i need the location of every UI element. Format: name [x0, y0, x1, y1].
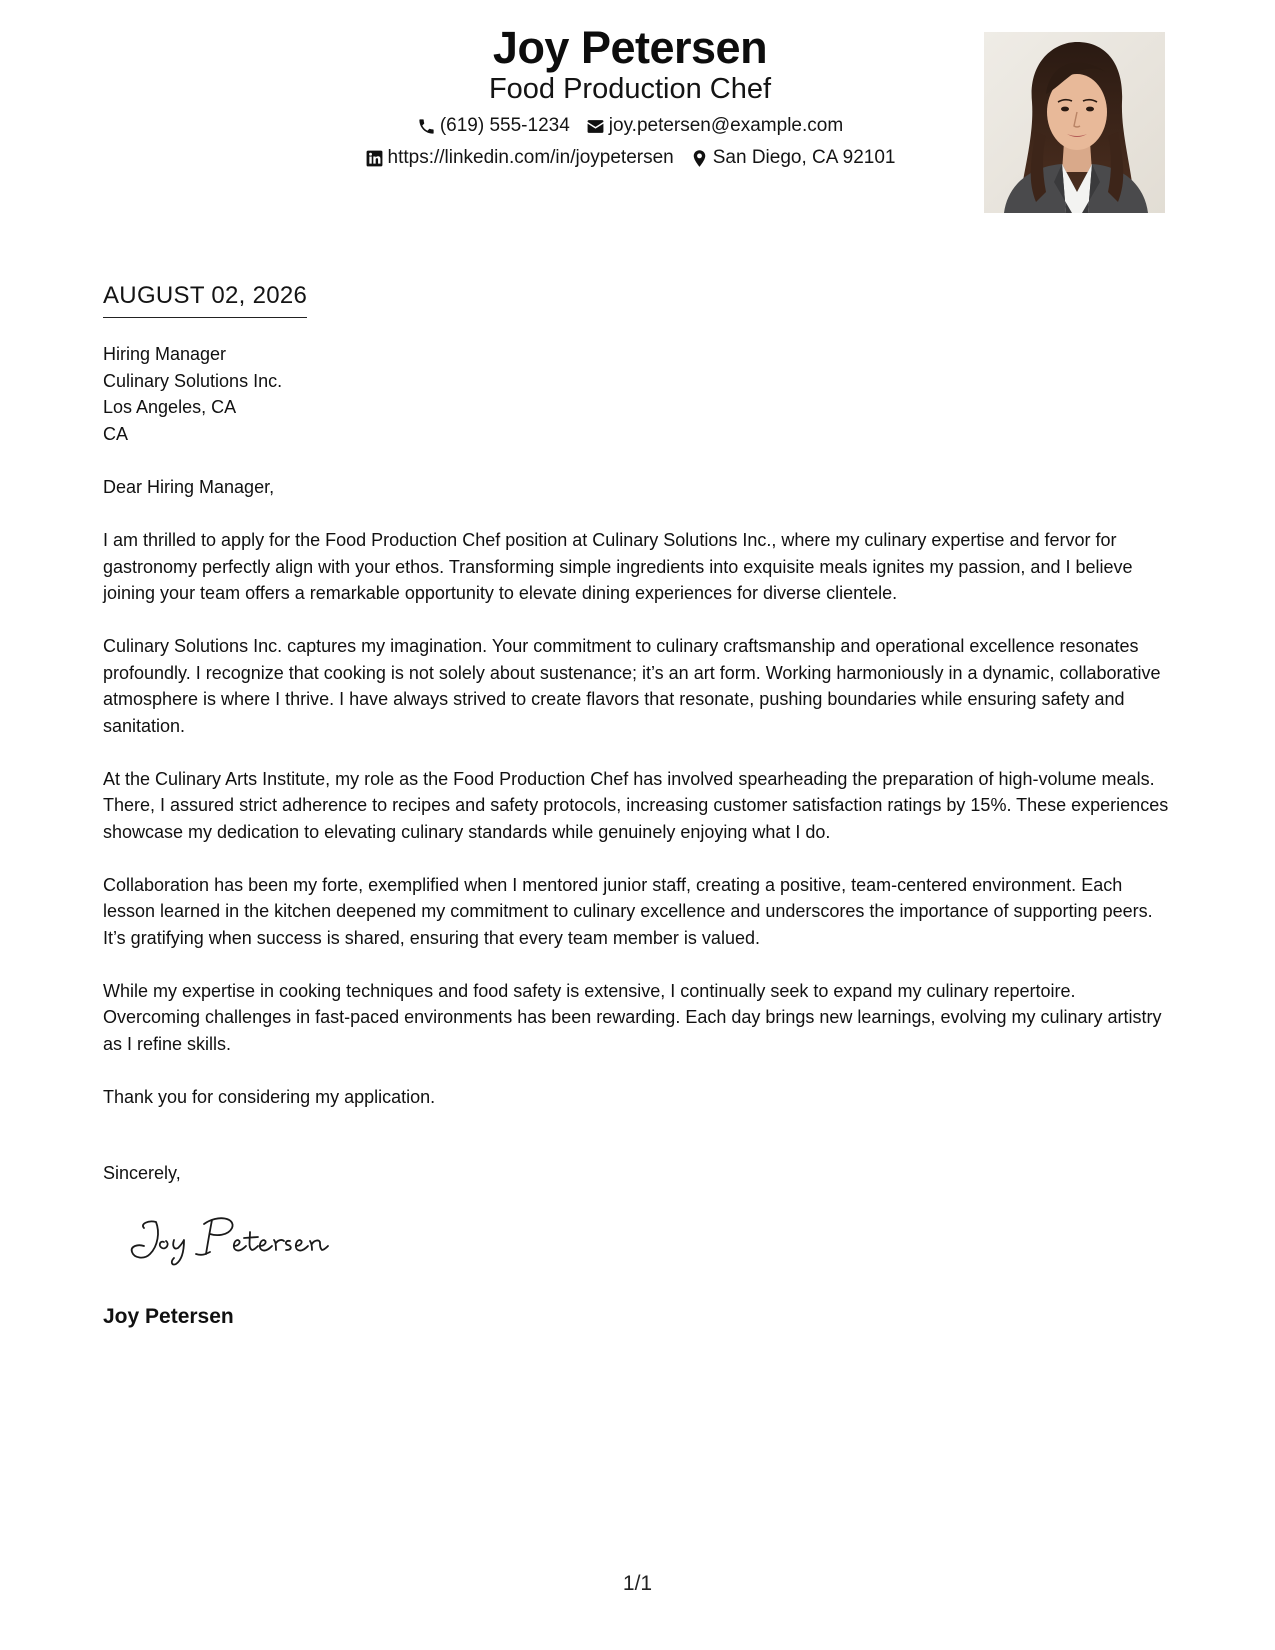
- linkedin-icon: [365, 149, 384, 168]
- contact-row-2: [220, 147, 1040, 169]
- envelope-icon: [586, 117, 605, 136]
- candidate-title: Food Production Chef: [488, 73, 772, 105]
- letter-body: [103, 527, 1175, 1137]
- signer-name: Joy Petersen: [103, 1305, 234, 1328]
- contact-phone: [417, 115, 570, 137]
- phone-text: (619) 555-1234: [439, 115, 570, 136]
- profile-photo: [984, 32, 1165, 213]
- recipient-line: Los Angeles, CA: [103, 397, 237, 417]
- signature: [126, 1210, 346, 1270]
- contact-row-1: [220, 115, 1040, 137]
- body-paragraph: While my expertise in cooking techniques and food safety is extensive, I continually seek to expand my culinary repertoire. Overcoming challenges in fast-paced environments has been rewarding. Each day brings new learnings, evolving my culinary artistry as I refine skills.: [103, 980, 1162, 1054]
- contact-email: [586, 115, 843, 137]
- body-paragraph: Collaboration has been my forte, exemplified when I mentored junior staff, creating a positive, team-centered environment. Each lesson learned in the kitchen deepened my commitment to culinary excellence and underscores the importance of supporting peers. It’s gratifying when success is shared, ensuring that every team member is valued.: [103, 874, 1153, 948]
- body-paragraph: Culinary Solutions Inc. captures my imagination. Your commitment to culinary craftsmanship and operational excellence resonates profoundly. I recognize that cooking is not solely about sustenance; it’s an art form. Working harmoniously in a dynamic, collaborative atmosphere is where I thrive. I have always strived to create flavors that resonate, pushing boundaries while ensuring safety and sanitation.: [103, 636, 1161, 736]
- salutation: Dear Hiring Manager,: [103, 477, 275, 497]
- letter-date: AUGUST 02, 2026: [103, 282, 307, 318]
- contact-linkedin: [365, 147, 674, 169]
- phone-icon: [417, 117, 436, 136]
- recipient-line: Culinary Solutions Inc.: [103, 370, 283, 391]
- page-number: 1/1: [622, 1572, 653, 1595]
- recipient-block: [103, 341, 282, 447]
- header: [220, 22, 1040, 169]
- recipient-line: Hiring Manager: [103, 344, 227, 364]
- linkedin-link[interactable]: https://linkedin.com/in/joypetersen: [387, 147, 674, 168]
- contact-location: [690, 147, 896, 169]
- email-link[interactable]: joy.petersen@example.com: [608, 115, 844, 136]
- candidate-name: Joy Petersen: [492, 22, 768, 73]
- location-text: San Diego, CA 92101: [712, 147, 896, 168]
- body-paragraph: Thank you for considering my application.: [103, 1086, 436, 1107]
- body-paragraph: I am thrilled to apply for the Food Production Chef position at Culinary Solutions Inc., where my culinary expertise and fervor for gastronomy perfectly align with your ethos. Transforming simple ingredients into exquisite meals ignites my passion, and I believe joining your team offers a remarkable opportunity to elevate dining experiences for diverse clientele.: [103, 530, 1133, 603]
- map-pin-icon: [690, 149, 709, 168]
- body-paragraph: At the Culinary Arts Institute, my role as the Food Production Chef has involved spearheading the preparation of high-volume meals. There, I assured strict adherence to recipes and safety protocols, increasing customer satisfaction ratings by 15%. These experiences showcase my dedication to elevating culinary standards while genuinely enjoying what I do.: [103, 768, 1169, 842]
- recipient-line: CA: [103, 423, 129, 444]
- closing: Sincerely,: [103, 1163, 181, 1183]
